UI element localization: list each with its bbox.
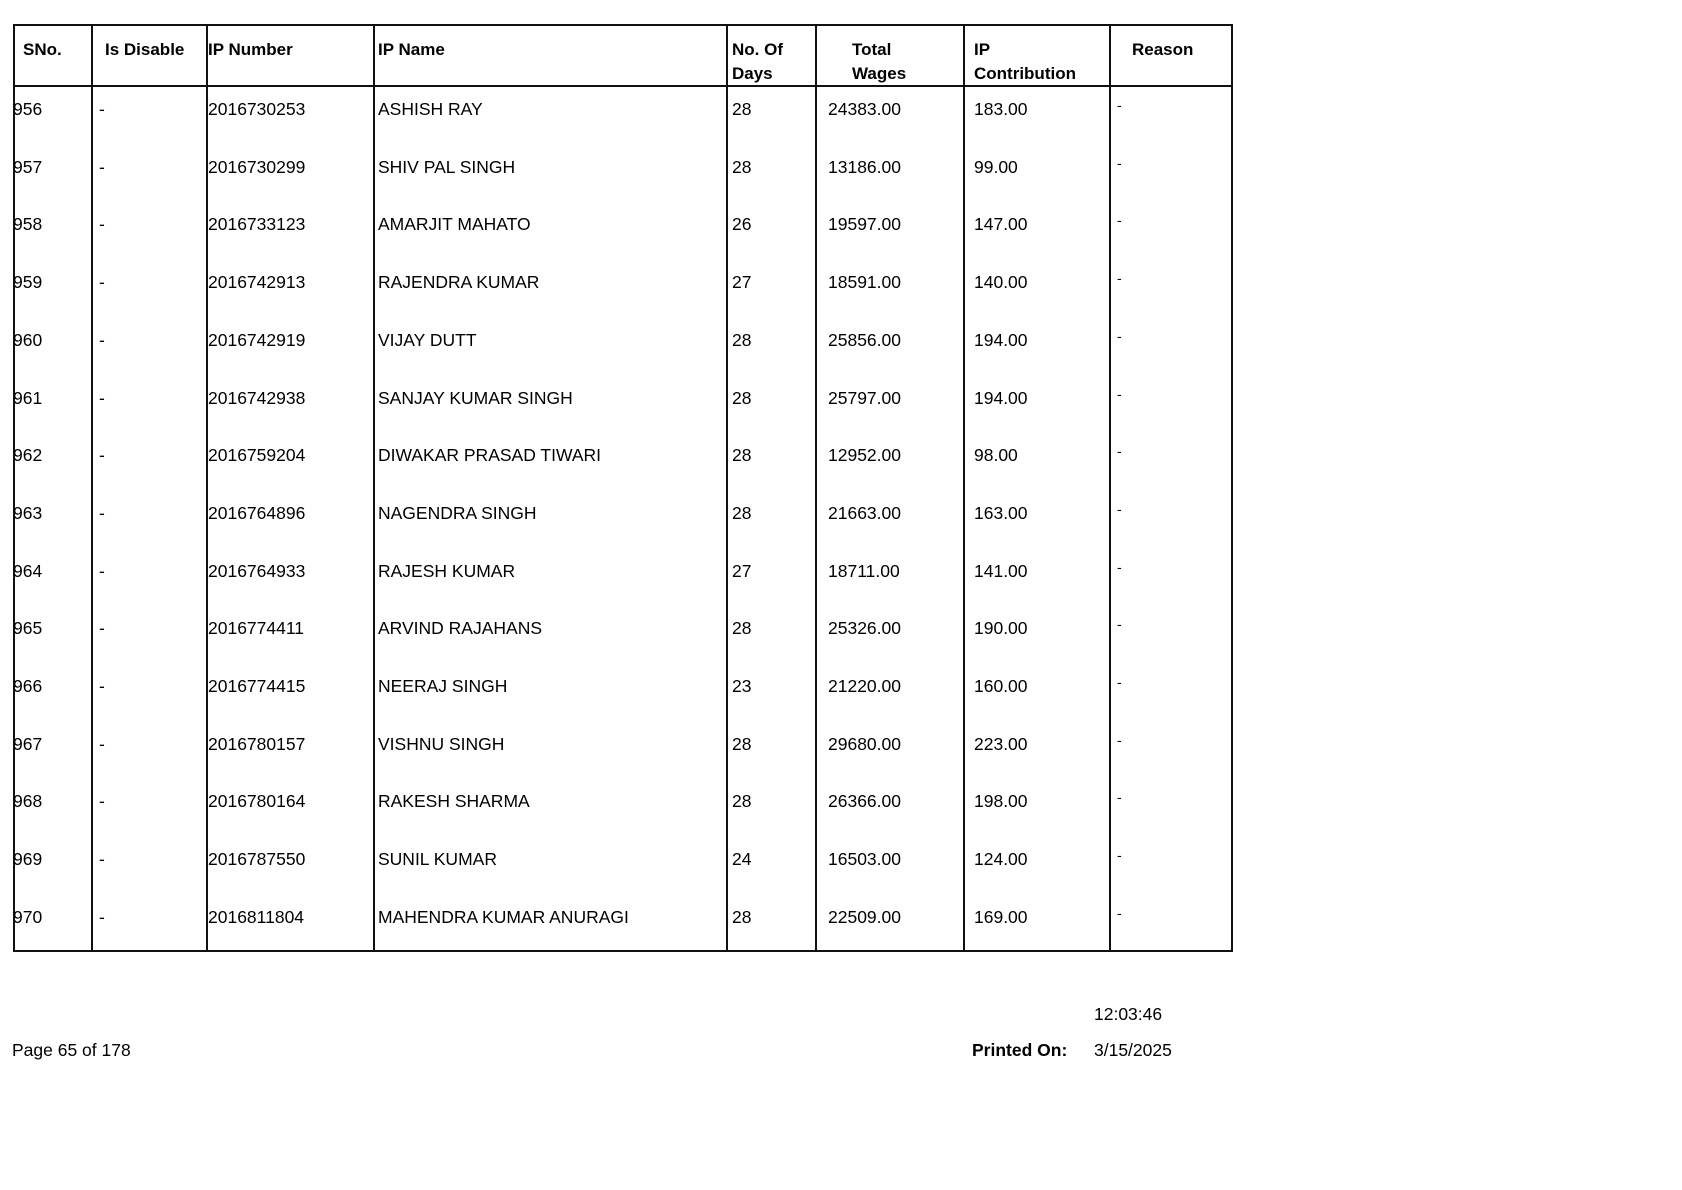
cell-no-of-days: 28 <box>732 733 752 754</box>
header-is-disable: Is Disable <box>105 40 185 59</box>
printed-date: 3/15/2025 <box>1094 1040 1172 1060</box>
cell-sno: 970 <box>13 906 43 927</box>
cell-ip-contribution: 163.00 <box>974 502 1028 523</box>
cell-is-disable: - <box>99 329 105 350</box>
cell-is-disable: - <box>99 214 105 235</box>
cell-reason: - <box>1117 154 1122 171</box>
cell-ip-contribution: 183.00 <box>974 99 1028 119</box>
cell-sno: 966 <box>13 676 43 696</box>
cell-sno: 969 <box>13 849 43 870</box>
cell-ip-contribution: 140.00 <box>974 272 1028 293</box>
cell-ip-name: VIJAY DUTT <box>378 329 477 350</box>
cell-no-of-days: 28 <box>732 387 752 408</box>
cell-ip-number: 2016774415 <box>208 676 306 696</box>
page-number: Page 65 of 178 <box>12 1040 131 1060</box>
column-divider <box>815 26 817 950</box>
cell-is-disable: - <box>99 445 105 466</box>
cell-ip-contribution: 194.00 <box>974 329 1028 350</box>
cell-total-wages: 25856.00 <box>828 329 901 350</box>
cell-total-wages: 12952.00 <box>828 445 901 466</box>
column-divider <box>91 26 93 950</box>
header-ip-number: IP Number <box>208 40 293 59</box>
cell-ip-contribution: 98.00 <box>974 445 1018 466</box>
cell-total-wages: 26366.00 <box>828 791 901 812</box>
cell-sno: 957 <box>13 156 43 177</box>
cell-ip-number: 2016730253 <box>208 99 306 119</box>
header-no-of-days-line1: No. Of <box>732 40 783 59</box>
cell-ip-number: 2016780157 <box>208 733 306 754</box>
cell-reason: - <box>1117 212 1122 229</box>
cell-ip-name: VISHNU SINGH <box>378 733 505 754</box>
cell-no-of-days: 28 <box>732 445 752 466</box>
cell-no-of-days: 28 <box>732 99 752 119</box>
cell-ip-number: 2016811804 <box>208 906 305 927</box>
cell-ip-contribution: 124.00 <box>974 849 1028 870</box>
cell-reason: - <box>1117 731 1122 748</box>
cell-ip-name: SUNIL KUMAR <box>378 849 497 870</box>
cell-ip-name: SANJAY KUMAR SINGH <box>378 387 573 408</box>
cell-sno: 963 <box>13 502 43 523</box>
cell-ip-name: NAGENDRA SINGH <box>378 502 537 523</box>
cell-ip-contribution: 147.00 <box>974 214 1028 235</box>
cell-total-wages: 13186.00 <box>828 156 901 177</box>
cell-sno: 967 <box>13 733 43 754</box>
cell-no-of-days: 28 <box>732 906 752 927</box>
cell-is-disable: - <box>99 906 105 927</box>
cell-ip-number: 2016780164 <box>208 791 306 812</box>
cell-total-wages: 21663.00 <box>828 502 901 523</box>
cell-ip-name: AMARJIT MAHATO <box>378 214 531 235</box>
cell-ip-number: 2016733123 <box>208 214 306 235</box>
cell-ip-name: NEERAJ SINGH <box>378 676 508 696</box>
header-no-of-days-line2: Days <box>732 64 773 83</box>
cell-reason: - <box>1117 443 1122 460</box>
cell-reason: - <box>1117 500 1122 517</box>
cell-ip-number: 2016787550 <box>208 849 306 870</box>
header-total-wages <box>852 38 906 86</box>
cell-reason: - <box>1117 97 1122 113</box>
cell-total-wages: 25797.00 <box>828 387 901 408</box>
cell-sno: 959 <box>13 272 43 293</box>
cell-sno: 956 <box>13 99 43 119</box>
cell-sno: 962 <box>13 445 43 466</box>
cell-reason: - <box>1117 270 1122 287</box>
cell-sno: 968 <box>13 791 43 812</box>
cell-ip-number: 2016742919 <box>208 329 306 350</box>
cell-is-disable: - <box>99 849 105 870</box>
cell-is-disable: - <box>99 791 105 812</box>
cell-ip-name: SHIV PAL SINGH <box>378 156 516 177</box>
header-ip-contribution-line2: Contribution <box>974 64 1076 83</box>
header-sno: SNo. <box>23 40 62 59</box>
cell-reason: - <box>1117 558 1122 575</box>
header-no-of-days <box>732 38 783 86</box>
cell-no-of-days: 27 <box>732 272 752 293</box>
cell-ip-contribution: 198.00 <box>974 791 1028 812</box>
cell-total-wages: 19597.00 <box>828 214 901 235</box>
cell-total-wages: 21220.00 <box>828 676 901 696</box>
header-ip-contribution <box>974 38 1076 86</box>
cell-ip-number: 2016764933 <box>208 560 306 581</box>
cell-no-of-days: 26 <box>732 214 752 235</box>
cell-is-disable: - <box>99 618 105 639</box>
cell-no-of-days: 28 <box>732 329 752 350</box>
cell-ip-name: MAHENDRA KUMAR ANURAGI <box>378 906 629 927</box>
printed-time: 12:03:46 <box>1094 1004 1163 1024</box>
cell-ip-name: ASHISH RAY <box>378 99 483 119</box>
cell-is-disable: - <box>99 99 105 119</box>
cell-ip-number: 2016774411 <box>208 618 305 639</box>
cell-sno: 965 <box>13 618 43 639</box>
cell-no-of-days: 28 <box>732 791 752 812</box>
cell-no-of-days: 24 <box>732 849 752 870</box>
cell-ip-number: 2016742913 <box>208 272 306 293</box>
cell-total-wages: 16503.00 <box>828 849 901 870</box>
cell-ip-name: RAKESH SHARMA <box>378 791 530 812</box>
cell-is-disable: - <box>99 387 105 408</box>
cell-total-wages: 22509.00 <box>828 906 901 927</box>
cell-sno: 960 <box>13 329 43 350</box>
cell-ip-contribution: 223.00 <box>974 733 1028 754</box>
cell-no-of-days: 28 <box>732 502 752 523</box>
cell-ip-name: RAJENDRA KUMAR <box>378 272 540 293</box>
cell-is-disable: - <box>99 560 105 581</box>
cell-is-disable: - <box>99 156 105 177</box>
header-total-wages-line1: Total <box>852 40 892 59</box>
cell-is-disable: - <box>99 676 105 696</box>
cell-is-disable: - <box>99 733 105 754</box>
contribution-table <box>13 24 1233 952</box>
cell-total-wages: 25326.00 <box>828 618 901 639</box>
header-reason: Reason <box>1132 40 1194 59</box>
cell-is-disable: - <box>99 272 105 293</box>
cell-no-of-days: 28 <box>732 156 752 177</box>
cell-reason: - <box>1117 616 1122 633</box>
cell-reason: - <box>1117 904 1122 921</box>
cell-ip-contribution: 190.00 <box>974 618 1028 639</box>
cell-ip-number: 2016759204 <box>208 445 306 466</box>
cell-reason: - <box>1117 327 1122 344</box>
cell-ip-contribution: 194.00 <box>974 387 1028 408</box>
cell-ip-contribution: 99.00 <box>974 156 1018 177</box>
cell-total-wages: 18711.00 <box>828 560 900 581</box>
cell-reason: - <box>1117 674 1122 690</box>
cell-ip-name: RAJESH KUMAR <box>378 560 516 581</box>
cell-reason: - <box>1117 385 1122 402</box>
column-divider <box>726 26 728 950</box>
column-divider <box>963 26 965 950</box>
cell-total-wages: 18591.00 <box>828 272 901 293</box>
cell-sno: 958 <box>13 214 43 235</box>
printed-on-label: Printed On: <box>972 1040 1068 1060</box>
cell-total-wages: 29680.00 <box>828 733 901 754</box>
header-total-wages-line2: Wages <box>852 64 907 83</box>
cell-total-wages: 24383.00 <box>828 99 901 119</box>
cell-sno: 964 <box>13 560 43 581</box>
cell-ip-contribution: 169.00 <box>974 906 1028 927</box>
cell-ip-name: DIWAKAR PRASAD TIWARI <box>378 445 601 466</box>
cell-reason: - <box>1117 789 1122 806</box>
cell-sno: 961 <box>13 387 43 408</box>
cell-ip-contribution: 141.00 <box>974 560 1028 581</box>
cell-ip-number: 2016764896 <box>208 502 306 523</box>
header-ip-contribution-line1: IP <box>974 40 991 59</box>
column-divider <box>373 26 375 950</box>
header-ip-name: IP Name <box>378 40 445 59</box>
cell-no-of-days: 23 <box>732 676 752 696</box>
cell-ip-number: 2016730299 <box>208 156 306 177</box>
cell-ip-contribution: 160.00 <box>974 676 1028 696</box>
cell-no-of-days: 27 <box>732 560 752 581</box>
cell-ip-number: 2016742938 <box>208 387 306 408</box>
column-divider <box>1109 26 1111 950</box>
cell-reason: - <box>1117 847 1122 864</box>
cell-no-of-days: 28 <box>732 618 752 639</box>
cell-ip-name: ARVIND RAJAHANS <box>378 618 543 639</box>
cell-is-disable: - <box>99 502 105 523</box>
